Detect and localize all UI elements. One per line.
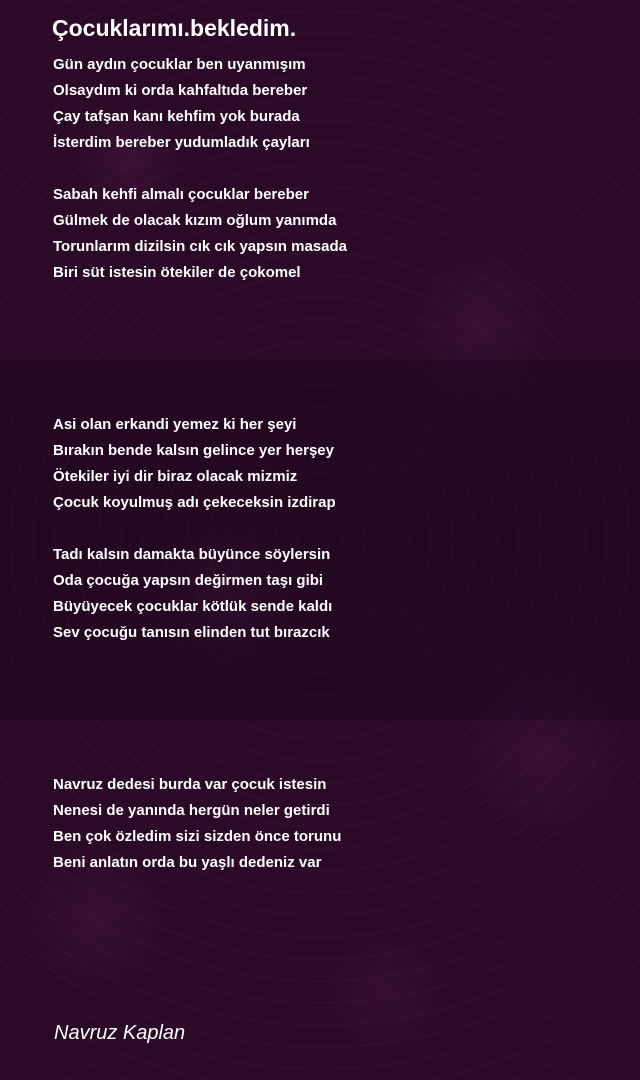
poem-line: Gün aydın çocuklar ben uyanmışım: [53, 56, 306, 73]
stanza-2: [53, 182, 347, 286]
poem-line: Tadı kalsın damakta büyünce söylersin: [53, 546, 331, 563]
poem-line: Ötekiler iyi dir biraz olacak mizmiz: [53, 468, 298, 485]
poem-line: Ben çok özledim sizi sizden önce torunu: [53, 828, 342, 845]
poem-author: Navruz Kaplan: [54, 1022, 186, 1044]
poem-line: Büyüyecek çocuklar kötlük sende kaldı: [53, 598, 333, 615]
poem-line: İsterdim bereber yudumladık çayları: [53, 134, 310, 151]
poem-line: Torunlarım dizilsin cık cık yapsın masada: [53, 238, 347, 255]
poem-line: Asi olan erkandi yemez ki her şeyi: [53, 416, 297, 433]
poem-line: Çay tafşan kanı kehfim yok burada: [53, 108, 300, 125]
poem-line: Nenesi de yanında hergün neler getirdi: [53, 802, 330, 819]
poem-line: Biri süt istesin ötekiler de çokomel: [53, 264, 301, 281]
poem-line: Sabah kehfi almalı çocuklar bereber: [53, 186, 309, 203]
stanza-3: [53, 412, 336, 516]
stanza-5: [53, 772, 341, 876]
poem-line: Olsaydım ki orda kahfaltıda bereber: [53, 82, 308, 99]
poem-line: Gülmek de olacak kızım oğlum yanımda: [53, 212, 337, 229]
poem-title: Çocuklarımı.bekledim.: [52, 15, 297, 41]
poem-line: Çocuk koyulmuş adı çekeceksin izdirap: [53, 494, 336, 511]
stanza-1: [53, 52, 310, 156]
poem-line: Bırakın bende kalsın gelince yer herşey: [53, 442, 334, 459]
poem-line: Beni anlatın orda bu yaşlı dedeniz var: [53, 854, 322, 871]
poem-line: Oda çocuğa yapsın değirmen taşı gibi: [53, 572, 324, 589]
poem-line: Sev çocuğu tanısın elinden tut bırazcık: [53, 624, 330, 641]
stanza-4: [53, 542, 332, 646]
poem-line: Navruz dedesi burda var çocuk istesin: [53, 776, 327, 793]
